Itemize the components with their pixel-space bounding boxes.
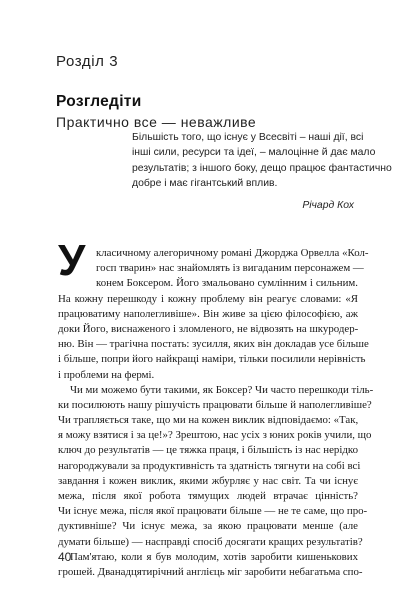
paragraph-line: класичному алегоричному романі Джорджа Орвелла «Кол- — [96, 247, 369, 259]
paragraph-line: працюватиму наполегливіше». Він живе за цією філософією, аж — [58, 307, 358, 320]
paragraph-line: На кожну перешкоду і кожну проблему він реагує словами: «Я — [58, 292, 358, 305]
paragraph-line: Пам'ятаю, коли я був молодим, хотів заробити кишенькових — [70, 550, 358, 563]
paragraph-line: конем Боксером. Його змальовано сумлінним і сильним. — [96, 277, 358, 290]
epigraph — [132, 130, 392, 213]
epigraph-line: добре і має гігантський вплив. — [132, 178, 278, 190]
paragraph-line: ки посилюють нашу рішучість працювати більше й наполегливіше? — [58, 398, 372, 411]
epigraph-line: інші сили, ресурси та ідеї, – малоцінне й дає мало — [132, 147, 376, 159]
paragraph-line: Чи трапляється таке, що ми на кожен виклик відповідаємо: «Так, — [58, 414, 359, 427]
paragraph-line: і проблеми на фермі. — [58, 368, 155, 381]
paragraph-line: дуктивніше? Чи існує межа, за якою працювати менше (але — [58, 520, 358, 533]
paragraph-line: ню. Він — трагічна постать: зусилля, яких він докладав усе більше — [58, 338, 369, 351]
paragraph-line: грошей. Дванадцятирічний англієць міг заробити небагатьма спо- — [58, 565, 363, 578]
paragraph-line: завдання і кожен виклик, якими жбурляє у нас світ. Та чи існує — [58, 474, 358, 487]
section-subtitle: Практично все — неважливе — [56, 114, 257, 130]
paragraph-line: госп тварин» нас знайомлять із вигаданим персонажем — — [96, 262, 364, 275]
epigraph-author: Річард Кох — [302, 199, 354, 211]
epigraph-line: Більшість того, що існує у Всесвіті – наші дії, всі — [132, 132, 364, 143]
paragraph-line: думати більше) — насправді спосіб досягати кращих результатів? — [58, 535, 363, 548]
paragraph-line: Чи ми можемо бути такими, як Боксер? Чи часто перешкоди тіль- — [70, 383, 374, 396]
chapter-heading: Розділ 3 — [56, 53, 119, 70]
epigraph-line: результатів; з іншого боку, дещо працює фантастично — [132, 162, 392, 174]
paragraph-line: я можу взятися і за це!»? Зрештою, нас усіх з юних років учили, що — [58, 429, 372, 442]
body-text — [58, 246, 374, 580]
paragraph-line: межа, після якої робота тямущих людей втрачає цінність? — [58, 490, 358, 502]
drop-cap: У — [58, 236, 86, 285]
paragraph-line: нагороджували за продуктивність та здатність тягнути на собі всі — [58, 459, 361, 472]
paragraph-line: ключ до результатів — це тяжка праця, і більшість із нас нерідко — [58, 444, 358, 457]
section-title: Розгледіти — [56, 93, 142, 110]
paragraph-line: і більше, попри його найкращі наміри, тільки посилили нерівність — [58, 353, 366, 366]
page-number: 40 — [58, 550, 72, 564]
paragraph-line: Чи існує межа, після якої працювати більше — не те саме, що про- — [58, 505, 368, 518]
paragraph-line: доки Його, виснаженого і зломленого, не відвозять на шкуродер- — [58, 322, 359, 335]
